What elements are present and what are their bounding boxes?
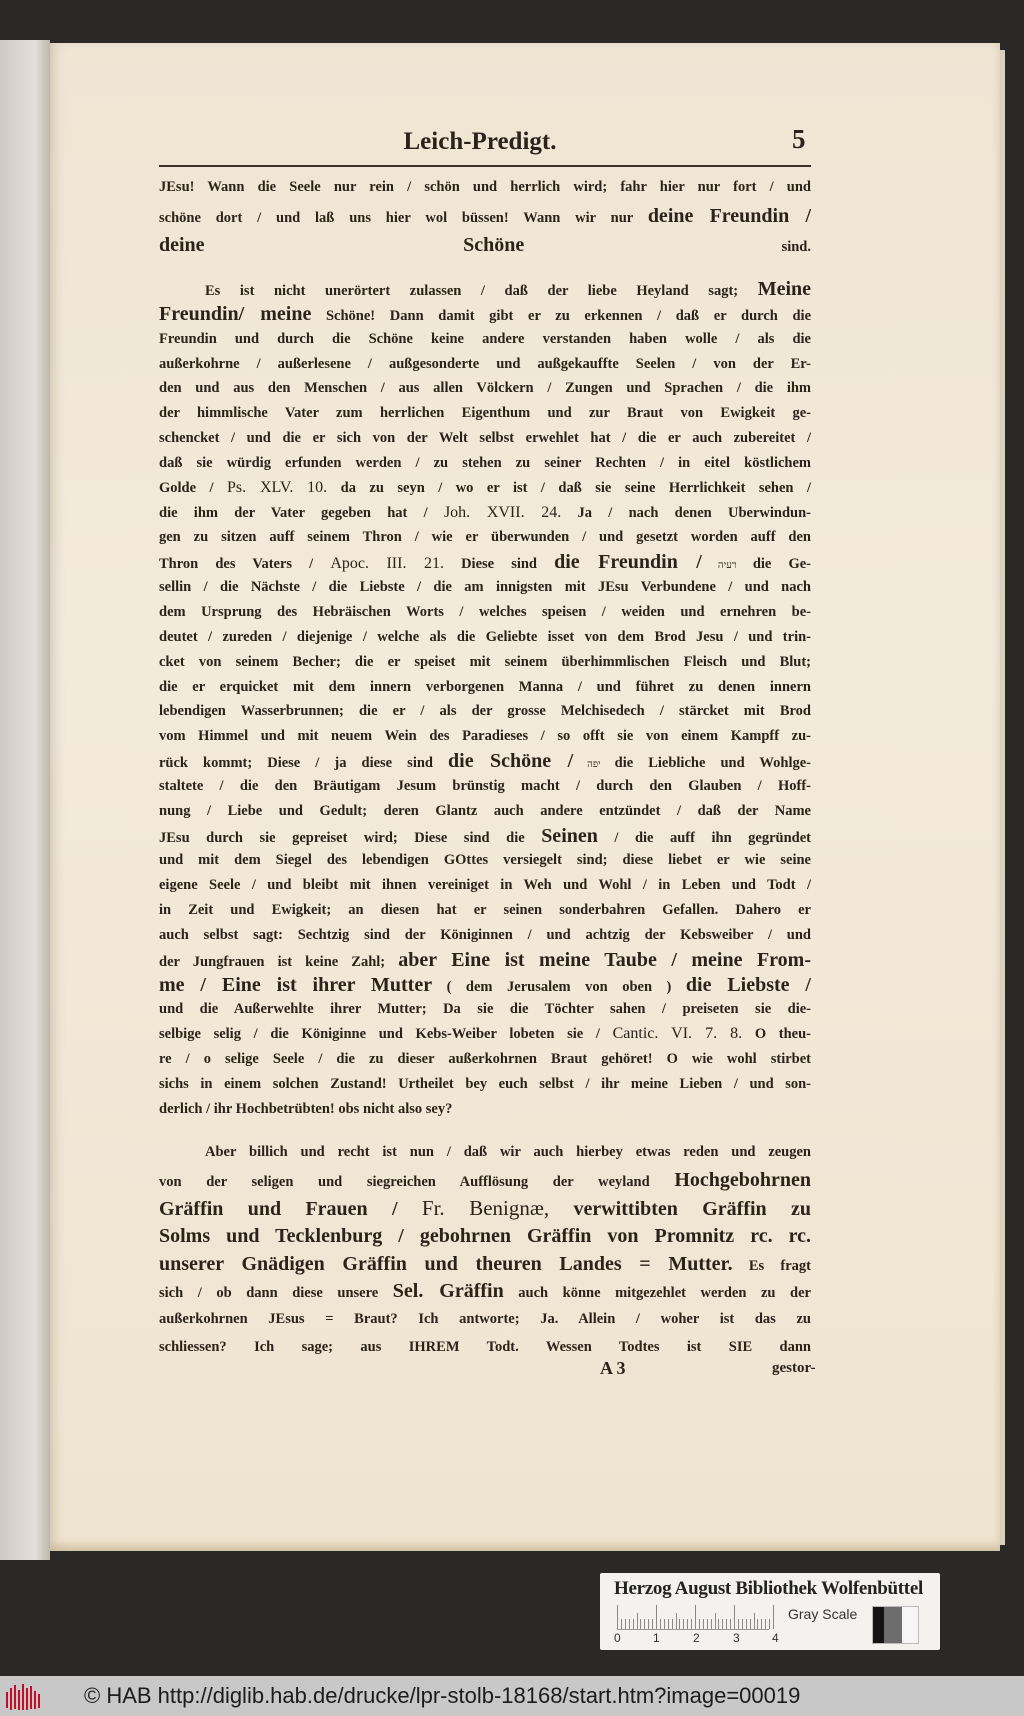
text-line <box>159 1278 811 1306</box>
ruler-tick <box>652 1619 653 1629</box>
hebrew-word: יפה <box>573 759 615 771</box>
text-line <box>159 1334 811 1362</box>
ruler-tick <box>687 1619 688 1629</box>
gray-scale-swatch <box>872 1606 919 1644</box>
source-url[interactable]: © HAB http://diglib.hab.de/drucke/lpr-stolb-18168/start.htm?image=00019 <box>84 1683 801 1708</box>
ruler-tick <box>621 1619 622 1629</box>
text-run: von der seligen und siegreichen Aufflösung der weyland <box>159 1173 675 1190</box>
text-run: den und aus den Menschen / aus allen Völckern / Zungen und Sprachen / die ihm <box>159 380 811 397</box>
text-line <box>159 376 811 401</box>
text-run: rück kommt; Diese / ja diese sind <box>159 755 449 772</box>
text-line <box>159 1047 811 1072</box>
text-run: auch selbst sagt: Sechtzig sind der Königinnen / und achtzig der Kebsweiber / und <box>159 926 811 943</box>
emphasized-text: deine Freundin / <box>647 205 811 227</box>
text-run: schliessen? Ich sage; aus IHREM Todt. Wessen Todtes ist SIE dann <box>159 1339 811 1356</box>
ruler-tick <box>718 1619 719 1629</box>
text-run: und die Außerwehlte ihrer Mutter; Da sie die Töchter sahen / preiseten sie die- <box>159 1001 811 1018</box>
text-run: Ja / nach denen Uberwindun- <box>561 504 811 521</box>
emphasized-text: unserer Gnädigen Gräffin und theuren Landes = Mutter. <box>159 1252 733 1275</box>
ruler-tick <box>711 1619 712 1629</box>
ruler-tick <box>629 1619 630 1629</box>
emphasized-text: deine Schöne <box>159 234 525 256</box>
swatch-black <box>873 1607 884 1643</box>
text-line <box>159 501 811 526</box>
ruler-tick <box>703 1619 704 1629</box>
antiqua-citation: Fr. Benignæ, <box>421 1195 550 1220</box>
swatch-white <box>902 1607 918 1643</box>
emphasized-text: die Liebste / <box>685 973 811 996</box>
text-run: Freundin und durch die Schöne keine andere verstanden haben wolle / als die <box>159 330 811 347</box>
text-run: da zu seyn / wo er ist / daß sie seine Herrlichkeit sehen / <box>327 479 811 496</box>
text-run: der himmlische Vater zum herrlichen Eigenthum und zur Braut von Ewigkeit ge- <box>159 405 811 422</box>
antiqua-citation: Cantic. VI. 7. 8. <box>612 1025 743 1043</box>
text-line <box>159 451 811 476</box>
ruler-tick <box>761 1619 762 1629</box>
signature-mark: A 3 <box>600 1358 626 1378</box>
measurement-ruler <box>617 1605 769 1630</box>
text-run: gen zu sitzen auff seinem Thron / wie er überwunden / und gesetzt worden auff den <box>159 529 811 546</box>
text-line <box>159 1022 811 1047</box>
emphasized-text: Seinen <box>541 824 598 847</box>
emphasized-text: aber Eine ist meine Taube / meine From- <box>398 948 811 971</box>
text-run: sichs in einem solchen Zustand! Urtheilet bey euch selbst / ihr meine Lieben / und son- <box>159 1076 811 1092</box>
text-run: nung / Liebe und Gedult; deren Glantz auch andere entzündet / daß der Name <box>159 802 811 819</box>
ruler-tick <box>699 1619 700 1629</box>
text-run: außerkohrne / außerlesene / außgesonderte und außgekauffte Seelen / von der Er- <box>159 355 811 372</box>
text-run: Es ist nicht unerörtert zulassen / daß der liebe Heyland sagt; <box>205 283 758 299</box>
ruler-number: 0 <box>614 1631 621 1645</box>
text-run: Golde / <box>159 479 228 496</box>
text-run: außerkohrnen JEsus = Braut? Ich antworte; Ja. Allein / woher ist das zu <box>159 1311 811 1328</box>
ruler-tick <box>672 1619 673 1629</box>
emphasized-text: die Schöne / <box>448 750 574 773</box>
hebrew-word: רעיה <box>701 560 753 572</box>
antiqua-citation: Apoc. III. 21. <box>330 555 444 573</box>
ruler-tick <box>656 1605 657 1629</box>
ruler-tick <box>742 1619 743 1629</box>
text-run: eigene Seele / und bleibt mit ihnen vereiniget in Weh und Wohl / in Leben und Todt / <box>159 877 811 894</box>
ruler-tick <box>625 1619 626 1629</box>
text-line <box>159 173 811 202</box>
text-run: sich / ob dann diese unsere <box>159 1285 393 1302</box>
text-line <box>159 650 811 675</box>
text-run: sellin / die Nächste / die Liebste / die am innigsten mit JEsu Verbundene / und nach <box>159 579 811 596</box>
ruler-tick <box>773 1605 774 1629</box>
text-line <box>159 848 811 873</box>
facing-page-edge <box>0 40 50 1560</box>
text-run: derlich / ihr Hochbetrübten! obs nicht also sey? <box>159 1100 453 1117</box>
ruler-tick <box>695 1605 696 1629</box>
text-line <box>159 302 811 327</box>
hab-logo-icon <box>5 1682 41 1712</box>
ruler-tick <box>722 1619 723 1629</box>
catchword: gestor- <box>772 1360 816 1376</box>
ruler-tick <box>734 1605 735 1629</box>
text-run: in Zeit und Ewigkeit; an diesen hat er seinen sonderbahren Gefallen. Dahero er <box>159 902 811 919</box>
antiqua-citation: Joh. XVII. 24. <box>443 503 562 521</box>
text-run: und mit dem Siegel des lebendigen GOttes versiegelt sind; diese liebet er wie seine <box>159 852 811 869</box>
ruler-tick <box>754 1613 755 1629</box>
footer-bar <box>0 1676 1024 1716</box>
ruler-tick <box>660 1619 661 1629</box>
emphasized-text: Hochgebohrnen <box>674 1168 811 1191</box>
emphasized-text: Solms und Tecklenburg / gebohrnen Gräffin von Promnitz rc. rc. <box>159 1224 811 1247</box>
ruler-tick <box>726 1619 727 1629</box>
text-run: die ihm der Vater gegeben hat / <box>159 504 444 521</box>
text-run: lebendigen Wasserbrunnen; die er / als der grosse Melchisedech / stärcket mit Brod <box>159 703 811 720</box>
text-line <box>159 1195 811 1223</box>
text-line <box>159 202 811 231</box>
text-run: cket von seinem Becher; die er speiset mit seinem überhimmlischen Fleisch und Blut; <box>159 653 811 670</box>
ruler-tick <box>633 1619 634 1629</box>
ruler-tick <box>691 1619 692 1629</box>
gray-scale-label: Gray Scale <box>788 1606 858 1622</box>
text-run: dem Ursprung des Hebräischen Worts / welches speisen / weiden und ernehren be- <box>159 603 811 620</box>
text-run: die Ge- <box>752 556 811 573</box>
ruler-number: 1 <box>653 1631 660 1645</box>
text-line <box>159 1139 811 1167</box>
text-line <box>159 600 811 625</box>
text-run: selbige selig / die Königinne und Kebs-Weiber lobeten sie / <box>159 1026 613 1043</box>
text-line <box>159 824 811 849</box>
text-line <box>159 774 811 799</box>
text-line <box>159 426 811 451</box>
ruler-number: 3 <box>733 1631 740 1645</box>
text-line <box>159 231 811 260</box>
library-color-chart-label <box>600 1573 940 1650</box>
text-line <box>159 401 811 426</box>
paragraph-1 <box>159 173 811 260</box>
header-rule <box>159 165 811 167</box>
text-line <box>159 550 811 575</box>
ruler-tick <box>668 1619 669 1629</box>
text-run: O theu- <box>742 1026 811 1043</box>
paragraph-3 <box>159 1139 811 1362</box>
emphasized-text: Meine <box>757 278 811 300</box>
emphasized-text: me / Eine ist ihrer Mutter <box>159 973 433 996</box>
ruler-number: 4 <box>772 1631 779 1645</box>
text-run: vom Himmel und mit neuem Wein des Paradieses / so offt sie von einem Kampff zu- <box>159 728 811 745</box>
emphasized-text: verwittibten Gräffin zu <box>549 1197 811 1220</box>
text-line <box>159 476 811 501</box>
text-run: Schöne! Dann damit gibt er zu erkennen / daß er durch die <box>311 307 811 324</box>
text-line <box>159 675 811 700</box>
text-run: schöne dort / und laß uns hier wol büssen! Wann wir nur <box>159 210 648 226</box>
text-line <box>159 997 811 1022</box>
running-head: Leich-Predigt. <box>403 128 557 155</box>
text-line <box>159 898 811 923</box>
ruler-tick <box>683 1619 684 1629</box>
text-run: JEsu durch sie gepreiset wird; Diese sind die <box>159 829 542 846</box>
text-line <box>159 1306 811 1334</box>
paragraph-2 <box>159 277 811 1122</box>
text-run: ( dem Jerusalem von oben ) <box>432 978 686 995</box>
text-run: sind. <box>524 239 811 255</box>
text-line <box>159 625 811 650</box>
text-line <box>159 1097 811 1122</box>
ruler-tick <box>664 1619 665 1629</box>
text-line <box>159 749 811 774</box>
text-run: die Liebliche und Wohlge- <box>614 755 811 772</box>
text-run: Es fragt <box>732 1257 811 1274</box>
ruler-tick <box>746 1619 747 1629</box>
ruler-tick <box>648 1619 649 1629</box>
ruler-tick <box>644 1619 645 1629</box>
emphasized-text: die Freundin / <box>554 551 702 574</box>
text-line <box>159 923 811 948</box>
swatch-gray <box>884 1607 902 1643</box>
page-number: 5 <box>792 124 806 154</box>
ruler-tick <box>750 1619 751 1629</box>
text-run: / die auff ihn gegründet <box>597 829 811 846</box>
text-line <box>159 352 811 377</box>
library-name: Herzog August Bibliothek Wolfenbüttel <box>614 1578 923 1599</box>
ruler-tick <box>757 1619 758 1629</box>
ruler-tick <box>707 1619 708 1629</box>
text-run: staltete / die den Bräutigam Jesum brünstig macht / durch den Glauben / Hoff- <box>159 777 811 794</box>
emphasized-text: Gräffin und Frauen / <box>159 1197 422 1220</box>
text-line <box>159 724 811 749</box>
text-run: Diese sind <box>443 556 555 573</box>
text-line <box>159 277 811 302</box>
text-line <box>159 1072 811 1097</box>
text-line <box>159 1223 811 1251</box>
page-stack-edge <box>1000 50 1005 1545</box>
text-line <box>159 799 811 824</box>
text-run: auch könne mitgezehlet werden zu der <box>503 1285 811 1302</box>
ruler-tick <box>679 1619 680 1629</box>
text-run: der Jungfrauen ist keine Zahl; <box>159 953 399 970</box>
text-line <box>159 575 811 600</box>
text-run: re / o selige Seele / die zu dieser außerkohrnen Braut gehöret! O wie wohl stirbet <box>159 1051 811 1068</box>
ruler-tick <box>769 1619 770 1629</box>
text-line <box>159 1167 811 1195</box>
antiqua-citation: Ps. XLV. 10. <box>227 478 328 496</box>
ruler-tick <box>765 1619 766 1629</box>
text-line <box>159 948 811 973</box>
text-run: Aber billich und recht ist nun / daß wir auch hierbey etwas reden und zeugen <box>205 1144 811 1160</box>
text-line <box>159 699 811 724</box>
text-line <box>159 327 811 352</box>
ruler-tick <box>676 1613 677 1629</box>
text-line <box>159 973 811 998</box>
text-run: daß sie würdig erfunden werden / zu stehen zu seiner Rechten / in eitel köstlichem <box>159 454 811 471</box>
text-run: die er erquicket mit dem innern verborgenen Manna / und führet zu denen innern <box>159 678 811 695</box>
ruler-tick <box>617 1605 618 1629</box>
ruler-number: 2 <box>693 1631 700 1645</box>
text-run: JEsu! Wann die Seele nur rein / schön und herrlich wird; fahr hier nur fort / und <box>159 179 811 195</box>
ruler-tick <box>637 1613 638 1629</box>
emphasized-text: Sel. Gräffin <box>392 1280 504 1303</box>
text-line <box>159 1251 811 1279</box>
ruler-tick <box>715 1613 716 1629</box>
ruler-tick <box>640 1619 641 1629</box>
text-line <box>159 873 811 898</box>
text-run: schencket / und die er sich von der Welt selbst erwehlet hat / die er auch zubereitet / <box>159 430 811 447</box>
emphasized-text: Freundin/ meine <box>159 302 312 325</box>
text-line <box>159 525 811 550</box>
text-run: deutet / zureden / diejenige / welche als die Geliebte isset von dem Brod Jesu / und trin- <box>159 628 811 645</box>
text-run: Thron des Vaters / <box>159 556 331 573</box>
ruler-tick <box>738 1619 739 1629</box>
ruler-tick <box>730 1619 731 1629</box>
